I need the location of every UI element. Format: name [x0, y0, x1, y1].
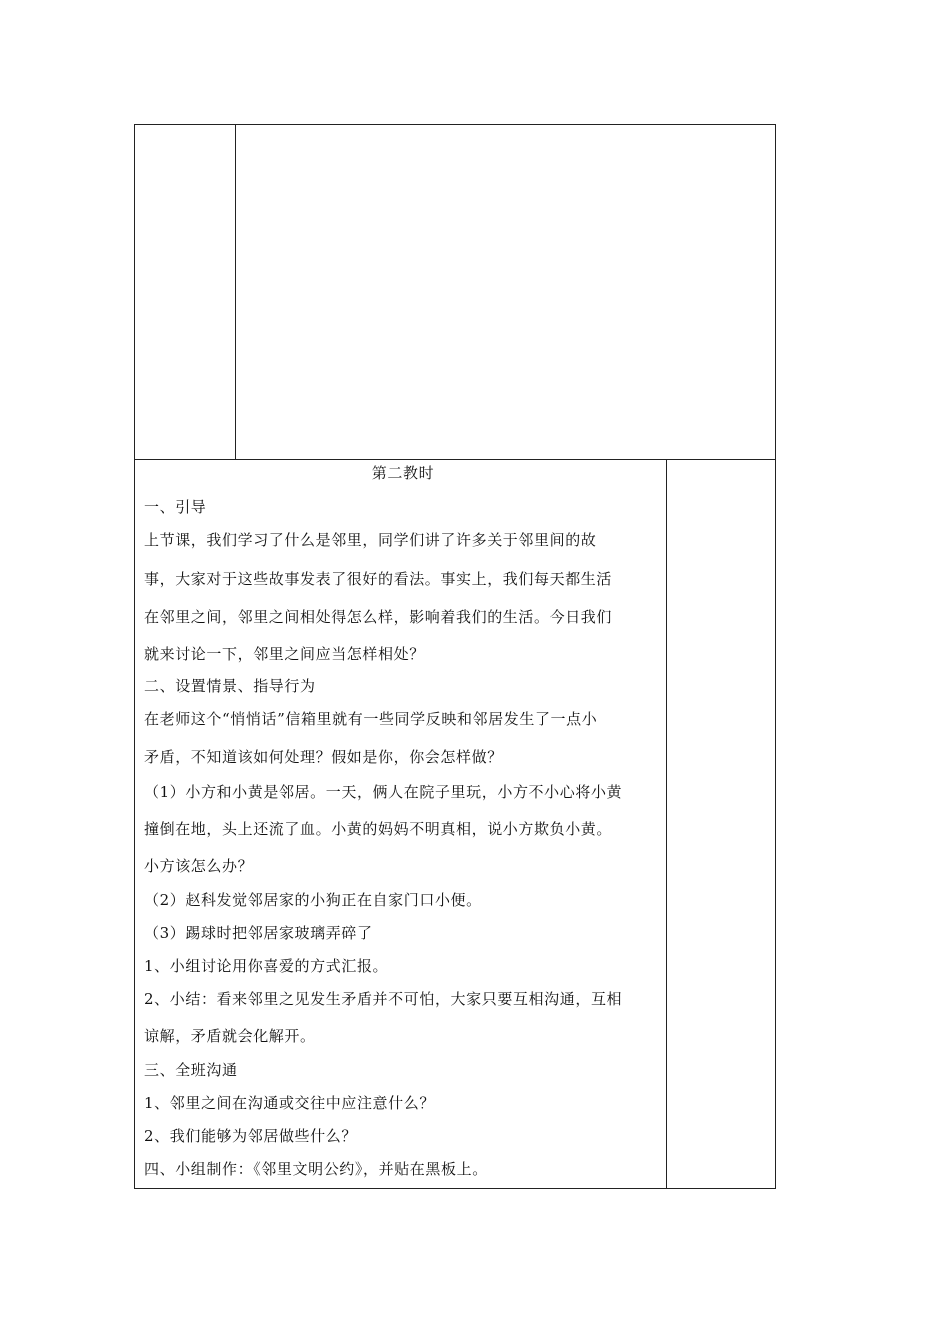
paragraph-line: 在邻里之间，邻里之间相处得怎么样，影响着我们的生活。今日我们: [144, 608, 613, 626]
paragraph-line: 在老师这个“悄悄话”信箱里就有一些同学反映和邻居发生了一点小: [144, 710, 598, 728]
table-row-lesson: [134, 459, 776, 1189]
column-divider: [235, 125, 236, 459]
column-divider: [666, 460, 667, 1188]
scenario-line: 撞倒在地，头上还流了血。小黄的妈妈不明真相，说小方欺负小黄。: [144, 820, 613, 838]
scenario-line: （1）小方和小黄是邻居。一天，俩人在院子里玩，小方不小心将小黄: [144, 783, 623, 801]
scenario-line: 小方该怎么办？: [144, 857, 254, 875]
paragraph-line: 2、小结：看来邻里之见发生矛盾并不可怕，大家只要互相沟通，互相: [144, 990, 623, 1008]
scenario-line: （3）踢球时把邻居家玻璃弄碎了: [144, 924, 373, 942]
paragraph-line: 事，大家对于这些故事发表了很好的看法。事实上，我们每天都生活: [144, 570, 613, 588]
question-line: 1、邻里之间在沟通或交往中应注意什么？: [144, 1094, 435, 1112]
paragraph-line: 1、小组讨论用你喜爱的方式汇报。: [144, 957, 389, 975]
paragraph-line: 就来讨论一下，邻里之间应当怎样相处？: [144, 645, 425, 663]
section-title: 第二教时: [371, 464, 435, 482]
heading-guide: 一、引导: [144, 498, 207, 516]
heading-scenario: 二、设置情景、指导行为: [144, 677, 316, 695]
table-row-top: [134, 124, 776, 460]
paragraph-line: 矛盾，不知道该如何处理？假如是你，你会怎样做？: [144, 748, 503, 766]
heading-communication: 三、全班沟通: [144, 1061, 238, 1079]
question-line: 2、我们能够为邻居做些什么？: [144, 1127, 357, 1145]
paragraph-line: 谅解，矛盾就会化解开。: [144, 1027, 316, 1045]
paragraph-line: 上节课，我们学习了什么是邻里，同学们讲了许多关于邻里间的故: [144, 531, 597, 549]
heading-activity: 四、小组制作：《邻里文明公约》，并贴在黑板上。: [144, 1160, 488, 1178]
scenario-line: （2）赵科发觉邻居家的小狗正在自家门口小便。: [144, 891, 482, 909]
